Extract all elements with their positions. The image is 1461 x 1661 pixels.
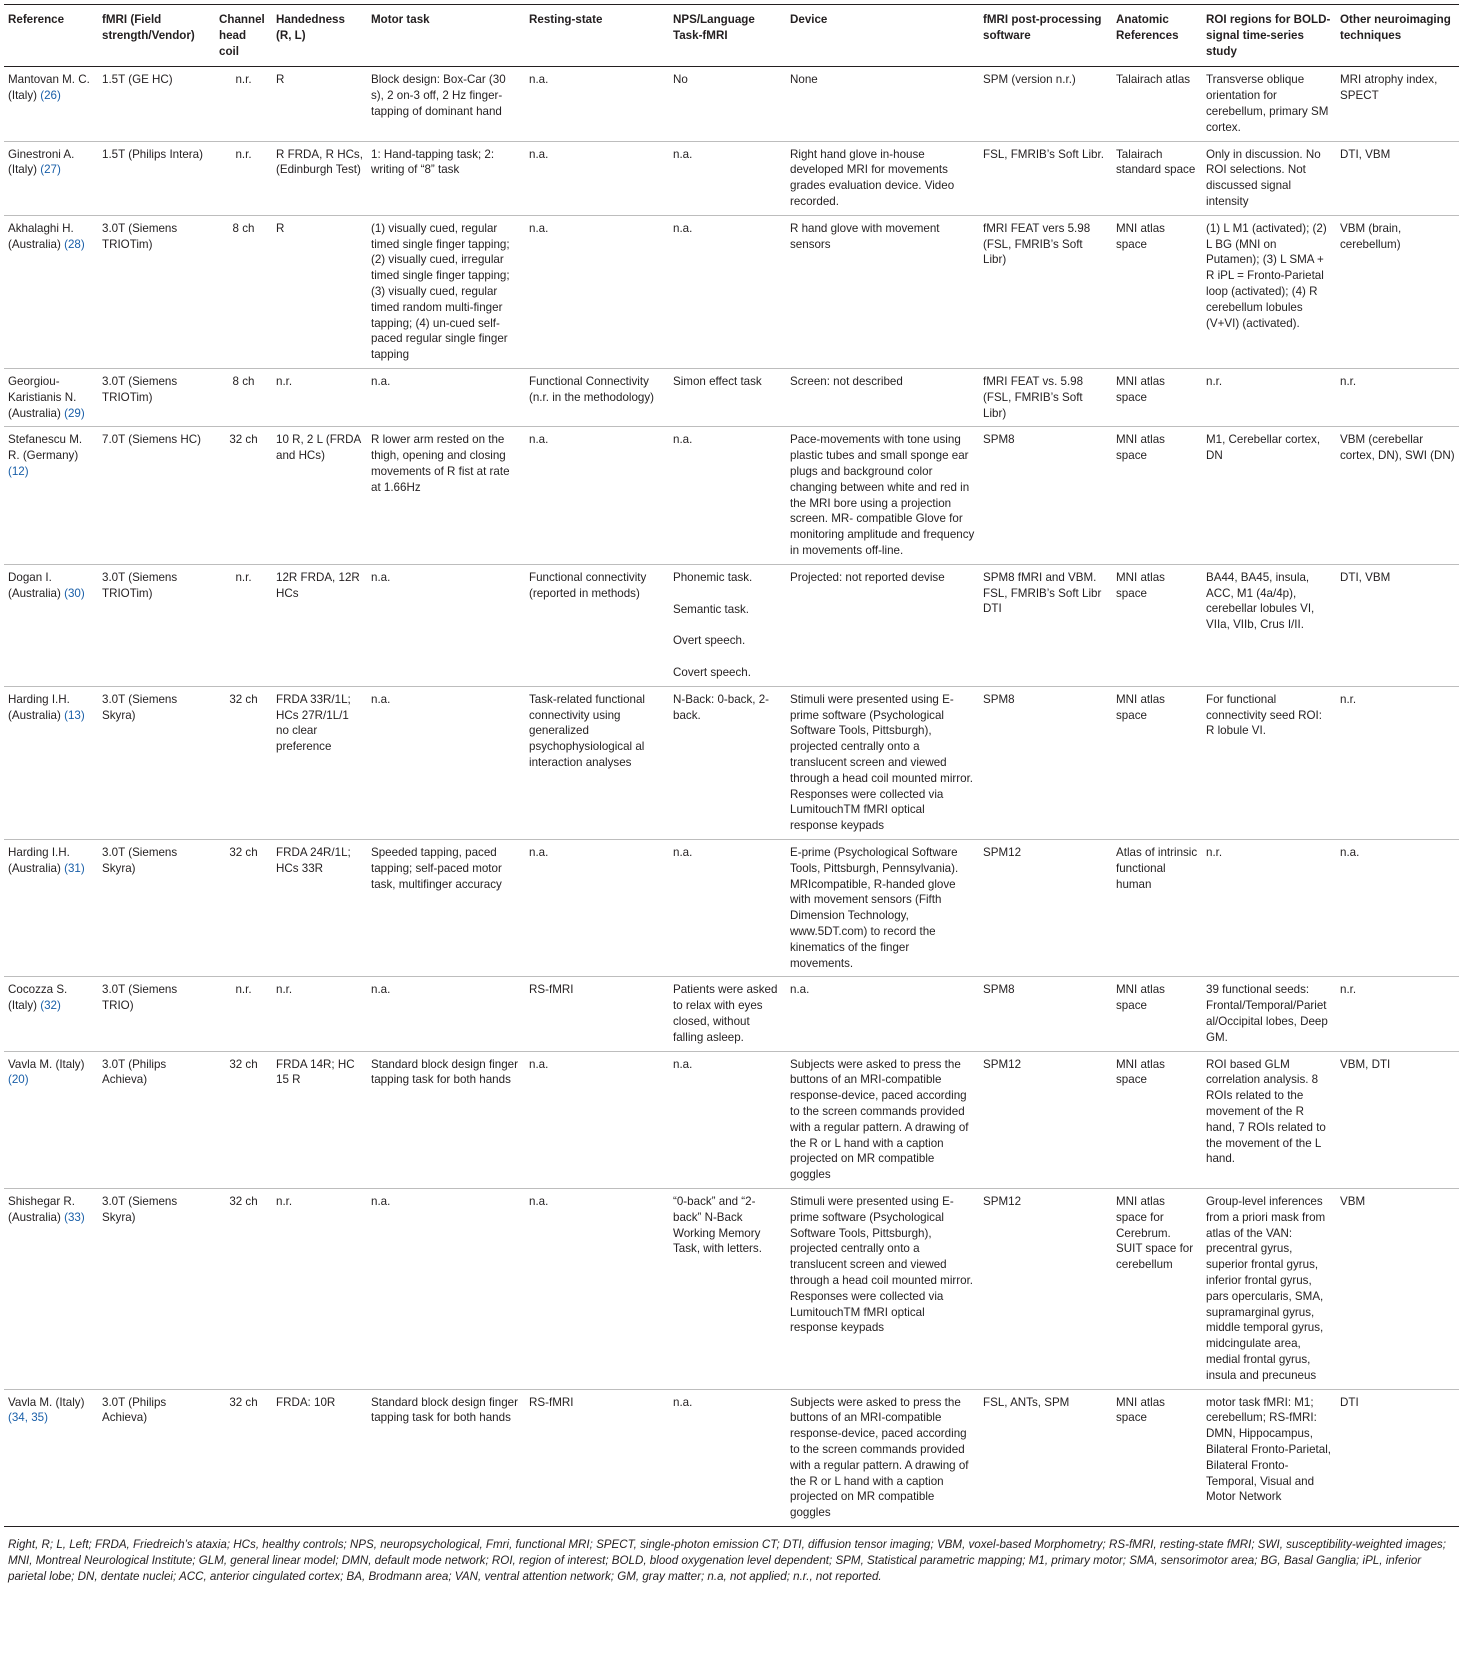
column-header: fMRI post-processing software: [983, 13, 1102, 42]
other-techniques-cell: n.r.: [1340, 374, 1357, 388]
field-strength-cell: 3.0T (Siemens Skyra): [102, 692, 178, 722]
reference-name: Harding I.H. (Australia): [8, 846, 70, 875]
reference-name: Ginestroni A. (Italy): [8, 147, 75, 177]
coil-cell: 32 ch: [229, 1057, 258, 1071]
roi-cell: 39 functional seeds: Frontal/Temporal/Parietal/Occipital lobes, Deep GM.: [1206, 983, 1328, 1044]
motor-task-cell: Block design: Box-Car (30 s), 2 on-3 off, 2 Hz finger-tapping of dominant hand: [371, 73, 506, 118]
reference-name: Shishegar R. (Australia): [8, 1195, 76, 1224]
reference-cell: [4, 1051, 98, 1188]
roi-cell: Group-level inferences from a priori mask from atlas of the VAN: precentral gyrus, superior frontal gyrus, inferior frontal gyrus, pars opercularis, SMA, supramarginal gyrus, middle temporal gyrus, midcingulate area, medial frontal gyrus, insula and precuneus: [1206, 1195, 1326, 1382]
nps-task-item: Semantic task.: [673, 602, 750, 616]
other-techniques-cell: DTI: [1340, 1395, 1359, 1409]
device-cell: E-prime (Psychological Software Tools, Pittsburgh, Pennsylvania). MRIcompatible, R-handed glove with movement sensors (Fifth Dimension Technology, www.5DT.com) to record the kinematics of the finger movements.: [790, 846, 959, 970]
reference-name: Cocozza S. (Italy): [8, 983, 68, 1013]
field-strength-cell: 3.0T (Siemens Skyra): [102, 846, 178, 875]
nps-task-cell: [669, 564, 786, 686]
citation-link[interactable]: (28): [64, 237, 85, 251]
reference-name: Stefanescu M. R. (Germany): [8, 433, 83, 463]
field-strength-cell: 1.5T (Philips Intera): [102, 147, 203, 161]
field-strength-cell: 3.0T (Siemens TRIOTim): [102, 374, 178, 404]
roi-cell: For functional connectivity seed ROI: R lobule VI.: [1206, 692, 1322, 738]
table-row: [4, 686, 1459, 839]
nps-task-cell: n.a.: [673, 1395, 693, 1409]
resting-state-cell: n.a.: [529, 147, 549, 161]
coil-cell: 32 ch: [229, 433, 258, 447]
roi-cell: n.r.: [1206, 374, 1223, 388]
resting-state-cell: n.a.: [529, 1195, 549, 1208]
citation-link[interactable]: (30): [64, 586, 85, 600]
handedness-cell: FRDA 24R/1L; HCs 33R: [276, 846, 351, 875]
roi-cell: BA44, BA45, insula, ACC, M1 (4a/4p), cerebellar lobules VI, VIIa, VIIb, Crus I/II.: [1206, 570, 1315, 632]
roi-cell: Only in discussion. No ROI selections. Not discussed signal intensity: [1206, 147, 1321, 208]
table-header-row: [4, 5, 1459, 67]
coil-cell: 32 ch: [229, 846, 258, 860]
reference-name: Vavla M. (Italy): [8, 1395, 85, 1409]
nps-task-item: Overt speech.: [673, 634, 746, 648]
software-cell: SPM12: [983, 1195, 1022, 1208]
field-strength-cell: 3.0T (Philips Achieva): [102, 1057, 167, 1087]
anatomic-reference-cell: Talairach standard space: [1116, 147, 1196, 177]
other-techniques-cell: n.r.: [1340, 983, 1357, 997]
device-cell: None: [790, 73, 818, 87]
other-techniques-cell: VBM (cerebellar cortex, DN), SWI (DN): [1340, 433, 1455, 463]
field-strength-cell: 3.0T (Siemens TRIOTim): [102, 221, 178, 251]
device-cell: Projected: not reported devise: [790, 570, 945, 584]
motor-task-cell: n.a.: [371, 983, 391, 997]
resting-state-cell: RS-fMRI: [529, 1395, 574, 1409]
coil-cell: n.r.: [235, 73, 252, 87]
other-techniques-cell: VBM, DTI: [1340, 1057, 1391, 1071]
nps-task-cell: No: [673, 73, 688, 87]
device-cell: Stimuli were presented using E-prime software (Psychological Software Tools, Pittsburgh), projected centrally onto a translucent screen and viewed through a head coil mounted mirror. Responses were collected via LumitouchTM fMRI optical response keypads: [790, 692, 974, 833]
reference-cell: [4, 67, 98, 141]
roi-cell: Transverse oblique orientation for cerebellum, primary SM cortex.: [1206, 73, 1329, 134]
citation-link[interactable]: (29): [64, 406, 85, 420]
handedness-cell: n.r.: [276, 374, 293, 388]
other-techniques-cell: VBM: [1340, 1195, 1366, 1208]
table-row: [4, 1389, 1459, 1526]
table-row: [4, 564, 1459, 686]
table-row: [4, 368, 1459, 426]
citation-link[interactable]: (31): [64, 861, 85, 875]
anatomic-reference-cell: MNI atlas space for Cerebrum. SUIT space for cerebellum: [1116, 1195, 1194, 1272]
field-strength-cell: 7.0T (Siemens HC): [102, 433, 202, 447]
roi-cell: ROI based GLM correlation analysis. 8 ROIs related to the movement of the R hand, 7 ROIs related to the movement of the L hand.: [1206, 1057, 1326, 1166]
table-footnote: Right, R; L, Left; FRDA, Friedreich’s ataxia; HCs, healthy controls; NPS, neuropsychological, Fmri, functional MRI; SPECT, single-photon emission CT; DTI, diffusion tensor imaging; VBM, voxel-based Morphometry; RS-fMRI, resting-state fMRI; SWI, susceptibility-weighted images; MNI, Montreal Neurological Institute; GLM, general linear model; DMN, default mode network; ROI, region of interest; BOLD, blood oxygenation level dependent; SPM, Statistical parametric mapping; M1, primary motor; SMA, sensorimotor area; BG, Basal Ganglia; iPL, inferior parietal lobe; DN, dentate nuclei; ACC, anterior cingulated cortex; BA, Brodmann area; VAN, ventral attention network; GM, gray matter; n.a, not applied; n.r., not reported.: [8, 1537, 1446, 1583]
column-header: Resting-state: [529, 13, 603, 26]
nps-task-cell: “0-back” and “2-back” N-Back Working Memory Task, with letters.: [673, 1195, 762, 1256]
coil-cell: 32 ch: [229, 692, 258, 706]
nps-task-item: Phonemic task.: [673, 570, 753, 584]
table-row: [4, 67, 1459, 141]
resting-state-cell: n.a.: [529, 1057, 549, 1071]
citation-link[interactable]: (33): [64, 1210, 85, 1224]
motor-task-cell: n.a.: [371, 570, 391, 584]
field-strength-cell: 1.5T (GE HC): [102, 73, 173, 87]
coil-cell: 32 ch: [229, 1195, 258, 1208]
field-strength-cell: 3.0T (Siemens TRIOTim): [102, 570, 178, 600]
handedness-cell: FRDA 14R; HC 15 R: [276, 1057, 355, 1087]
reference-name: Dogan I. (Australia): [8, 570, 61, 600]
software-cell: SPM8: [983, 983, 1015, 997]
citation-link[interactable]: (20): [8, 1073, 29, 1087]
nps-task-cell: n.a.: [673, 433, 693, 447]
reference-cell: [4, 141, 98, 215]
table-row: [4, 215, 1459, 368]
motor-task-cell: n.a.: [371, 692, 391, 706]
handedness-cell: 12R FRDA, 12R HCs: [276, 570, 360, 600]
motor-task-cell: Standard block design finger tapping task for both hands: [371, 1395, 518, 1425]
column-header: NPS/Language Task-fMRI: [673, 13, 755, 42]
other-techniques-cell: n.a.: [1340, 846, 1360, 860]
software-cell: fMRI FEAT vers 5.98 (FSL, FMRIB’s Soft Libr): [983, 221, 1091, 267]
resting-state-cell: RS-fMRI: [529, 983, 574, 997]
table-row: [4, 1189, 1459, 1390]
software-cell: SPM (version n.r.): [983, 73, 1076, 87]
software-cell: SPM8: [983, 692, 1015, 706]
other-techniques-cell: DTI, VBM: [1340, 570, 1391, 584]
coil-cell: 8 ch: [232, 374, 255, 388]
field-strength-cell: 3.0T (Philips Achieva): [102, 1395, 167, 1425]
anatomic-reference-cell: Atlas of intrinsic functional human: [1116, 846, 1198, 891]
reference-name: Akhalaghi H. (Australia): [8, 221, 74, 251]
handedness-cell: R: [276, 221, 285, 235]
table-row: [4, 427, 1459, 564]
coil-cell: 32 ch: [229, 1395, 258, 1409]
nps-task-cell: n.a.: [673, 1057, 693, 1071]
anatomic-reference-cell: MNI atlas space: [1116, 221, 1165, 251]
column-header: Reference: [8, 13, 65, 26]
column-header: ROI regions for BOLD-signal time-series study: [1206, 13, 1331, 58]
resting-state-cell: Task-related functional connectivity using generalized psychophysiological al interaction analyses: [529, 692, 645, 770]
column-header: Other neuroimaging techniques: [1340, 13, 1451, 42]
device-cell: Right hand glove in-house developed MRI for movements grades evaluation device. Video recorded.: [790, 147, 955, 208]
anatomic-reference-cell: MNI atlas space: [1116, 374, 1165, 404]
anatomic-reference-cell: MNI atlas space: [1116, 433, 1165, 463]
other-techniques-cell: n.r.: [1340, 692, 1357, 706]
anatomic-reference-cell: MNI atlas space: [1116, 692, 1165, 722]
studies-table: [4, 4, 1459, 1527]
nps-task-cell: n.a.: [673, 846, 693, 860]
reference-cell: [4, 564, 98, 686]
column-header: Anatomic References: [1116, 13, 1179, 42]
handedness-cell: n.r.: [276, 983, 293, 997]
resting-state-cell: n.a.: [529, 433, 549, 447]
motor-task-cell: (1) visually cued, regular timed single finger tapping; (2) visually cued, irregular timed single finger tapping; (3) visually cued, regular timed random multi-finger tapping; (4) un-cued self-paced regular single finger tapping: [371, 221, 510, 362]
software-cell: SPM8: [983, 433, 1015, 447]
handedness-cell: 10 R, 2 L (FRDA and HCs): [276, 433, 361, 463]
reference-name: Harding I.H. (Australia): [8, 692, 70, 722]
software-cell: SPM8 fMRI and VBM. FSL, FMRIB’s Soft Libr DTI: [983, 570, 1102, 616]
handedness-cell: FRDA: 10R: [276, 1395, 336, 1409]
table-row: [4, 1051, 1459, 1188]
reference-cell: [4, 840, 98, 977]
roi-cell: (1) L M1 (activated); (2) L BG (MNI on Putamen); (3) L SMA + R iPL = Fronto-Parietal loop (activated); (4) R cerebellum lobules (V+VI) (activated).: [1206, 221, 1327, 330]
handedness-cell: R FRDA, R HCs, (Edinburgh Test): [276, 147, 363, 177]
other-techniques-cell: DTI, VBM: [1340, 147, 1391, 161]
coil-cell: 8 ch: [232, 221, 255, 235]
roi-cell: M1, Cerebellar cortex, DN: [1206, 433, 1321, 463]
motor-task-cell: Standard block design finger tapping task for both hands: [371, 1057, 518, 1087]
column-header: Device: [790, 13, 828, 26]
table-row: [4, 141, 1459, 215]
reference-cell: [4, 977, 98, 1051]
reference-cell: [4, 1389, 98, 1526]
other-techniques-cell: VBM (brain, cerebellum): [1340, 221, 1402, 251]
citation-link[interactable]: (32): [40, 999, 61, 1013]
device-cell: Pace-movements with tone using plastic tubes and small sponge ear plugs and background color changing between white and red in the MRI bore using a projection screen. MR- compatible Glove for monitoring amplitude and frequency in movements off-line.: [790, 433, 975, 557]
software-cell: FSL, FMRIB’s Soft Libr.: [983, 147, 1104, 161]
reference-name: Mantovan M. C. (Italy): [8, 73, 90, 103]
reference-cell: [4, 215, 98, 368]
coil-cell: n.r.: [235, 570, 252, 584]
device-cell: Subjects were asked to press the buttons of an MRI-compatible response-device, paced according to the screen commands provided with a regular pattern. A drawing of the R or L hand with a caption projected on MR compatible goggles: [790, 1395, 969, 1520]
roi-cell: motor task fMRI: M1; cerebellum; RS-fMRI: DMN, Hippocampus, Bilateral Fronto-Parietal, Bilateral Fronto-Temporal, Visual and Motor Network: [1206, 1395, 1332, 1504]
motor-task-cell: Speeded tapping, paced tapping; self-paced motor task, multifinger accuracy: [371, 846, 502, 891]
nps-task-cell: n.a.: [673, 147, 693, 161]
handedness-cell: R: [276, 73, 285, 87]
anatomic-reference-cell: MNI atlas space: [1116, 1057, 1165, 1087]
citation-link[interactable]: (34, 35): [8, 1411, 48, 1425]
software-cell: fMRI FEAT vs. 5.98 (FSL, FMRIB’s Soft Libr): [983, 374, 1084, 420]
column-header: Channel head coil: [219, 13, 265, 58]
coil-cell: n.r.: [235, 983, 252, 997]
field-strength-cell: 3.0T (Siemens Skyra): [102, 1195, 178, 1224]
citation-link[interactable]: (12): [8, 464, 29, 478]
citation-link[interactable]: (13): [64, 708, 85, 722]
device-cell: Stimuli were presented using E-prime software (Psychological Software Tools, Pittsburgh), projected centrally onto a translucent screen and viewed through a head coil mounted mirror. Responses were collected via LumitouchTM fMRI optical response keypads: [790, 1195, 974, 1335]
field-strength-cell: 3.0T (Siemens TRIO): [102, 983, 178, 1013]
reference-name: Vavla M. (Italy): [8, 1057, 85, 1071]
resting-state-cell: n.a.: [529, 73, 549, 87]
table-row: [4, 977, 1459, 1051]
citation-link[interactable]: (26): [40, 89, 61, 103]
table-row: [4, 840, 1459, 977]
column-header: fMRI (Field strength/Vendor): [102, 13, 195, 42]
coil-cell: n.r.: [235, 147, 252, 161]
handedness-cell: FRDA 33R/1L; HCs 27R/1L/1 no clear preference: [276, 692, 351, 754]
device-cell: n.a.: [790, 983, 810, 997]
reference-cell: [4, 686, 98, 839]
other-techniques-cell: MRI atrophy index, SPECT: [1340, 73, 1438, 103]
motor-task-cell: n.a.: [371, 374, 391, 388]
column-header: Motor task: [371, 13, 430, 26]
motor-task-cell: n.a.: [371, 1195, 391, 1208]
resting-state-cell: Functional connectivity (reported in methods): [529, 570, 647, 600]
resting-state-cell: Functional Connectivity (n.r. in the methodology): [529, 374, 655, 404]
software-cell: SPM12: [983, 846, 1022, 860]
resting-state-cell: n.a.: [529, 846, 549, 860]
anatomic-reference-cell: MNI atlas space: [1116, 570, 1165, 600]
motor-task-cell: R lower arm rested on the thigh, opening and closing movements of R fist at rate at 1.66Hz: [371, 433, 510, 494]
nps-task-cell: N-Back: 0-back, 2-back.: [673, 692, 769, 722]
roi-cell: n.r.: [1206, 846, 1223, 860]
anatomic-reference-cell: Talairach atlas: [1116, 73, 1191, 87]
reference-cell: [4, 1189, 98, 1390]
nps-task-cell: n.a.: [673, 221, 693, 235]
reference-cell: [4, 427, 98, 564]
software-cell: FSL, ANTs, SPM: [983, 1395, 1070, 1409]
nps-task-item: Covert speech.: [673, 666, 751, 680]
device-cell: Subjects were asked to press the buttons of an MRI-compatible response-device, paced according to the screen commands provided with a regular pattern. A drawing of the R or L hand with a caption projected on MR compatible goggles: [790, 1057, 969, 1182]
resting-state-cell: n.a.: [529, 221, 549, 235]
reference-name: Georgiou-Karistianis N. (Australia): [8, 374, 77, 420]
anatomic-reference-cell: MNI atlas space: [1116, 1395, 1165, 1425]
nps-task-cell: Simon effect task: [673, 374, 762, 388]
citation-link[interactable]: (27): [40, 163, 61, 177]
device-cell: Screen: not described: [790, 374, 903, 388]
device-cell: R hand glove with movement sensors: [790, 221, 940, 251]
motor-task-cell: 1: Hand-tapping task; 2: writing of “8” task: [371, 147, 495, 177]
handedness-cell: n.r.: [276, 1195, 293, 1208]
column-header: Handedness (R, L): [276, 13, 345, 42]
anatomic-reference-cell: MNI atlas space: [1116, 983, 1165, 1013]
reference-cell: [4, 368, 98, 426]
nps-task-cell: Patients were asked to relax with eyes closed, without falling asleep.: [673, 983, 778, 1044]
software-cell: SPM12: [983, 1057, 1022, 1071]
